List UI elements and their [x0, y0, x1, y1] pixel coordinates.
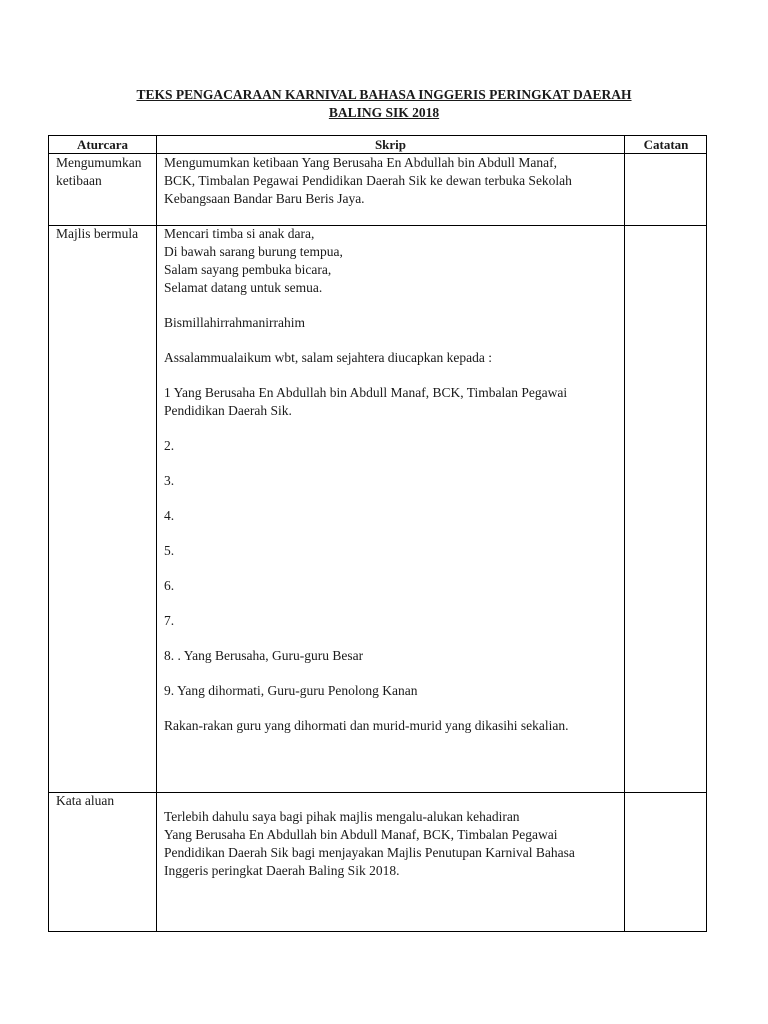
row2-aturcara-line: Majlis bermula: [56, 226, 139, 241]
guest-item-number: 7.: [164, 613, 175, 628]
header-aturcara: Aturcara: [76, 137, 129, 152]
document-title-line-2: BALING SIK 2018: [328, 105, 440, 120]
row1-skrip-line: Mengumumkan ketibaan Yang Berusaha En Abdullah bin Abdull Manaf,: [164, 155, 557, 170]
row1-aturcara: [56, 154, 154, 190]
row3-aturcara: [56, 792, 154, 810]
guest-item-1-line: 1 Yang Berusaha En Abdullah bin Abdull Manaf, BCK, Timbalan Pegawai: [164, 385, 568, 400]
pantun-line: Salam sayang pembuka bicara,: [164, 262, 332, 277]
row2-aturcara: [56, 225, 154, 243]
row3-skrip-line: Pendidikan Daerah Sik bagi menjayakan Majlis Penutupan Karnival Bahasa: [164, 845, 575, 860]
row1-aturcara-line: Mengumumkan: [56, 155, 142, 170]
welcome-pantun: [164, 225, 619, 297]
guest-item-8: 8. . Yang Berusaha, Guru-guru Besar: [164, 648, 364, 663]
salam-line: Assalammualaikum wbt, salam sejahtera diucapkan kepada :: [164, 350, 493, 365]
row1-skrip-line: Kebangsaan Bandar Baru Beris Jaya.: [164, 191, 365, 206]
row3-skrip-line: Yang Berusaha En Abdullah bin Abdull Manaf, BCK, Timbalan Pegawai: [164, 827, 558, 842]
header-catatan: Catatan: [643, 137, 689, 152]
closing-greeting: Rakan-rakan guru yang dihormati dan murid-murid yang dikasihi sekalian.: [164, 718, 569, 733]
row3-skrip-line: Inggeris peringkat Daerah Baling Sik 2018.: [164, 863, 400, 878]
row1-skrip-line: BCK, Timbalan Pegawai Pendidikan Daerah Sik ke dewan terbuka Sekolah: [164, 173, 572, 188]
pantun-line: Selamat datang untuk semua.: [164, 280, 323, 295]
row3-skrip-line: Terlebih dahulu saya bagi pihak majlis mengalu-alukan kehadiran: [164, 809, 520, 824]
column-divider-1: [156, 136, 157, 931]
column-divider-2: [624, 136, 625, 931]
document-title-line-1: TEKS PENGACARAAN KARNIVAL BAHASA INGGERIS PERINGKAT DAERAH: [136, 87, 632, 102]
row1-aturcara-line: ketibaan: [56, 173, 102, 188]
guest-item-1: [164, 384, 619, 420]
guest-item-number: 5.: [164, 543, 175, 558]
row1-skrip: [164, 154, 619, 208]
pantun-line: Mencari timba si anak dara,: [164, 226, 315, 241]
header-skrip: Skrip: [374, 137, 407, 152]
row2-skrip: [164, 225, 619, 735]
guest-item-number: 4.: [164, 508, 175, 523]
guest-item-9: 9. Yang dihormati, Guru-guru Penolong Kanan: [164, 683, 418, 698]
guest-item-1-line: Pendidikan Daerah Sik.: [164, 403, 292, 418]
pantun-line: Di bawah sarang burung tempua,: [164, 244, 343, 259]
guest-item-number: 3.: [164, 473, 175, 488]
bismillah-line: Bismillahirrahmanirrahim: [164, 315, 305, 330]
row3-aturcara-line: Kata aluan: [56, 793, 115, 808]
guest-item-number: 6.: [164, 578, 175, 593]
guest-item-number: 2.: [164, 438, 175, 453]
program-table: [48, 135, 707, 932]
row3-skrip: [164, 808, 619, 880]
